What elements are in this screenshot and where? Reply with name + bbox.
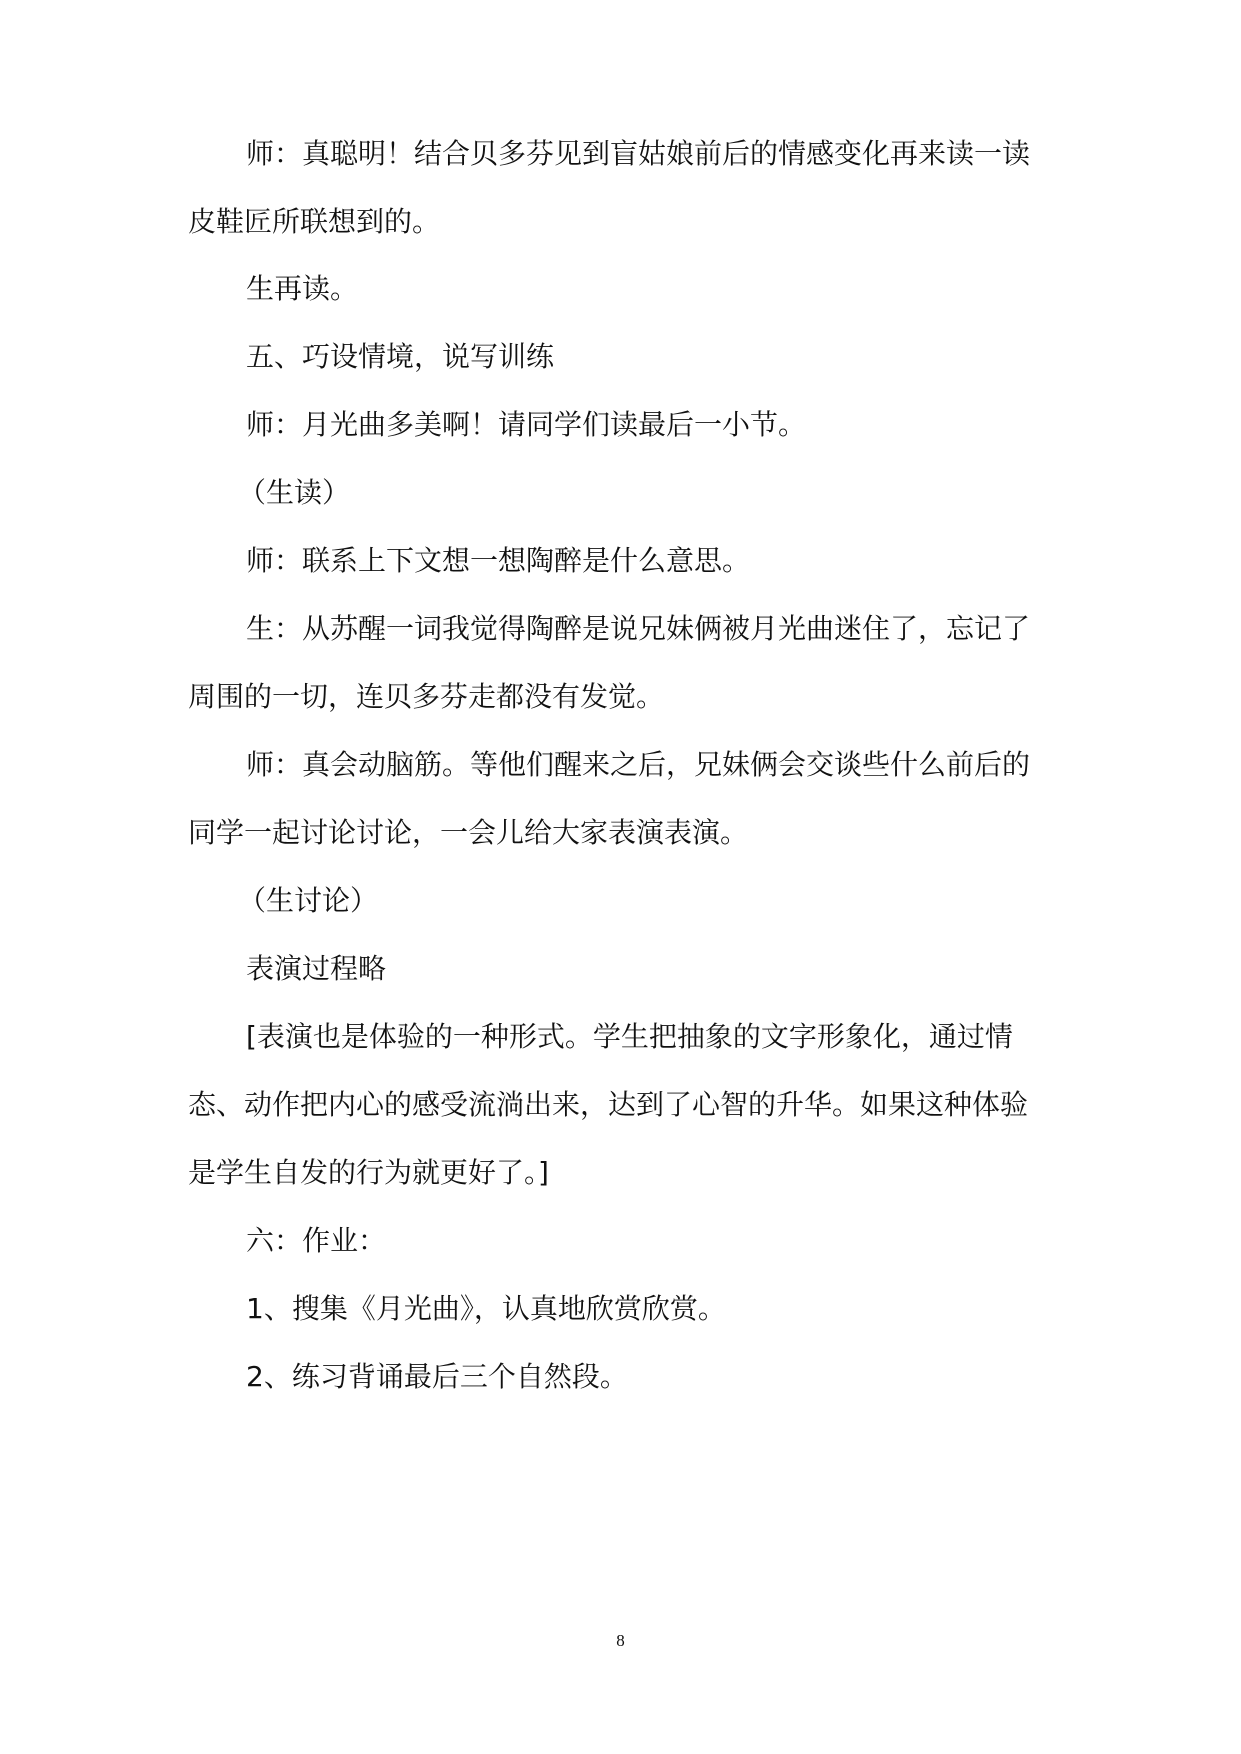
homework-item-1: 1、搜集《月光曲》，认真地欣赏欣赏。 bbox=[246, 1292, 726, 1325]
paragraph-8-line-2: 同学一起讨论讨论，一会儿给大家表演表演。 bbox=[188, 816, 749, 849]
paragraph-11-line-3: 是学生自发的行为就更好了。] bbox=[188, 1156, 549, 1189]
paragraph-7-line-1: 生：从苏醒一词我觉得陶醉是说兄妹俩被月光曲迷住了，忘记了 bbox=[246, 612, 1031, 645]
section-heading-five: 五、巧设情境，说写训练 bbox=[246, 340, 555, 373]
paragraph-2: 生再读。 bbox=[246, 272, 359, 305]
paragraph-9: （生讨论） bbox=[238, 884, 379, 917]
homework-item-2: 2、练习背诵最后三个自然段。 bbox=[246, 1360, 628, 1393]
paragraph-11-line-1: [表演也是体验的一种形式。学生把抽象的文字形象化，通过情 bbox=[246, 1020, 1013, 1053]
paragraph-1-line-1: 师：真聪明！结合贝多芬见到盲姑娘前后的情感变化再来读一读 bbox=[246, 137, 1031, 170]
paragraph-1-line-2: 皮鞋匠所联想到的。 bbox=[188, 205, 441, 238]
paragraph-6: 师：联系上下文想一想陶醉是什么意思。 bbox=[246, 544, 751, 577]
section-heading-six: 六：作业： bbox=[246, 1224, 387, 1257]
page-number: 8 bbox=[616, 1631, 625, 1650]
paragraph-7-line-2: 周围的一切，连贝多芬走都没有发觉。 bbox=[188, 680, 665, 713]
paragraph-4: 师：月光曲多美啊！请同学们读最后一小节。 bbox=[246, 408, 807, 441]
paragraph-10: 表演过程略 bbox=[246, 952, 387, 985]
paragraph-11-line-2: 态、动作把内心的感受流淌出来，达到了心智的升华。如果这种体验 bbox=[188, 1088, 1029, 1121]
paragraph-5: （生读） bbox=[238, 476, 351, 509]
paragraph-8-line-1: 师：真会动脑筋。等他们醒来之后，兄妹俩会交谈些什么前后的 bbox=[246, 748, 1031, 781]
